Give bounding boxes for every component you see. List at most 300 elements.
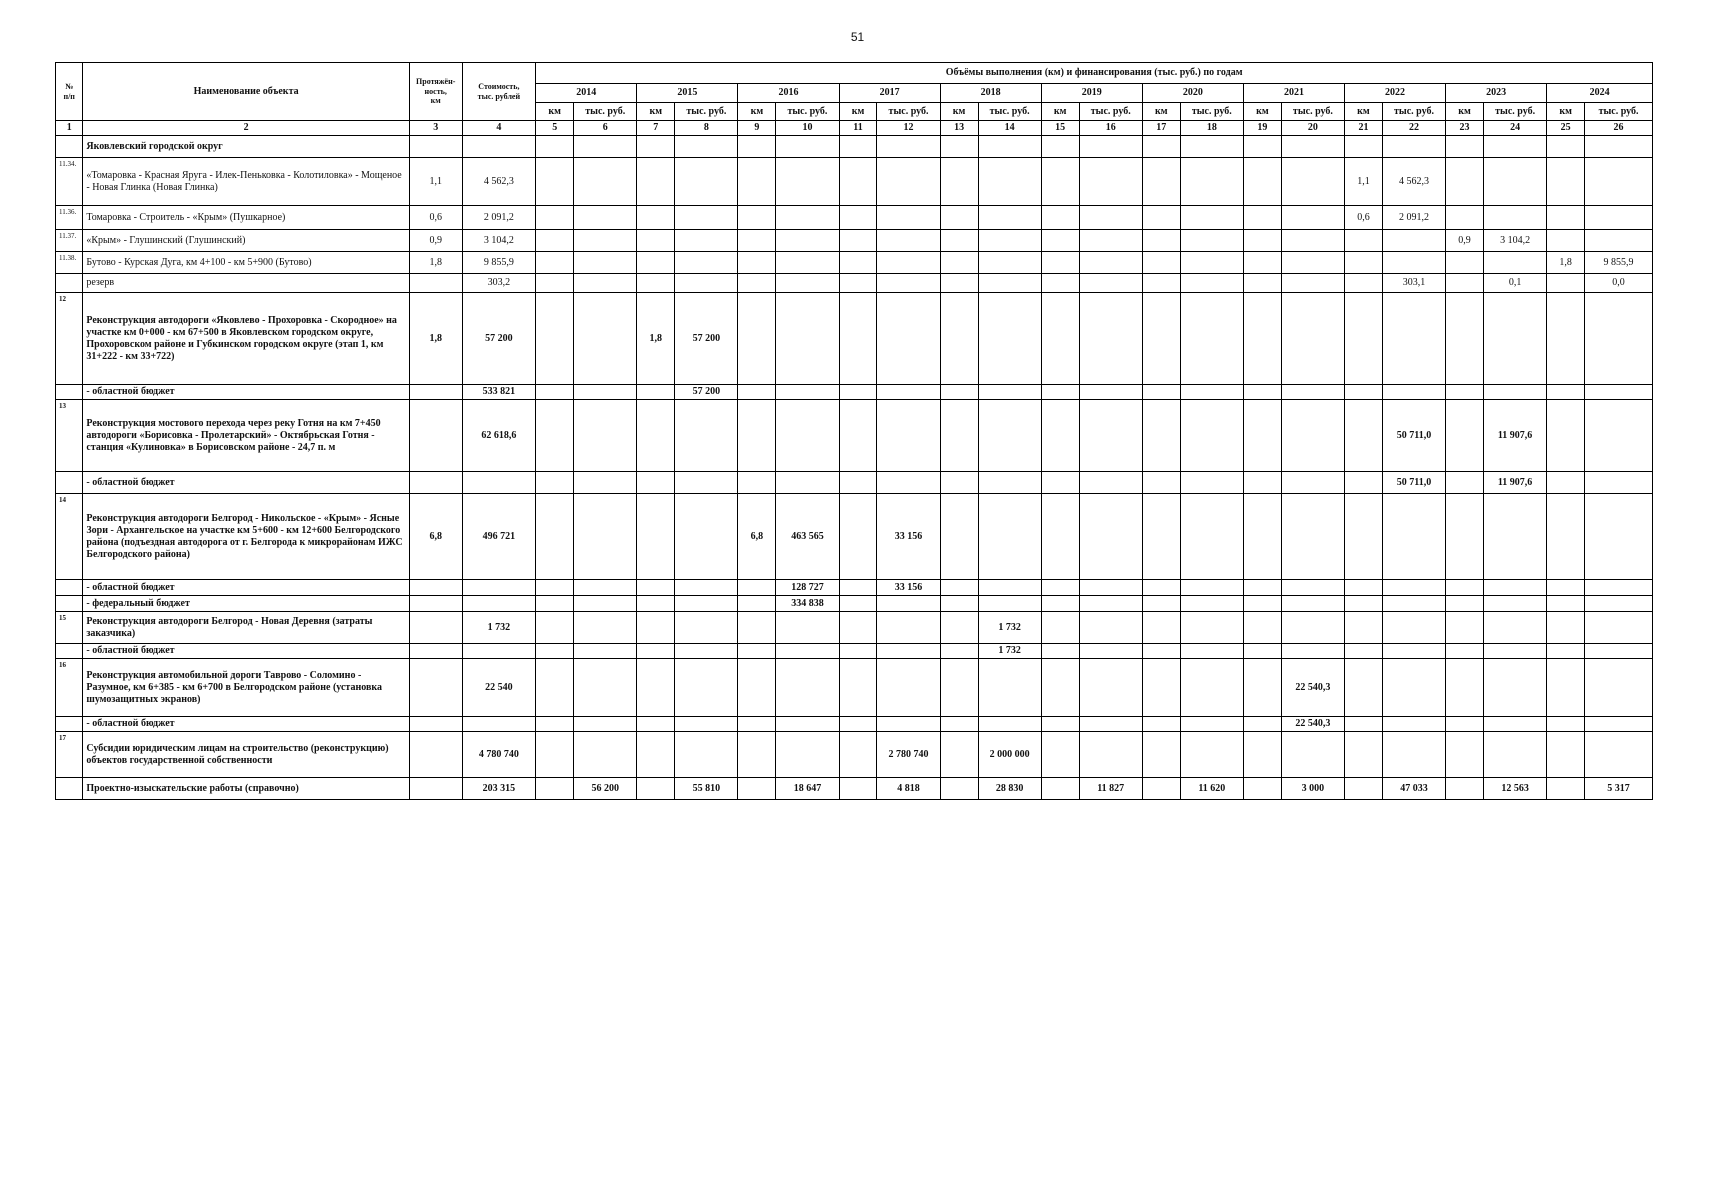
cell-2017-rub [877, 136, 940, 158]
cell-2022-rub [1382, 230, 1445, 252]
cell-2019-km [1041, 494, 1079, 580]
header-rub-2024: тыс. руб. [1585, 103, 1653, 121]
cell-2015-km [637, 230, 675, 252]
cell-2022-km [1345, 400, 1383, 472]
cell-2017-km [839, 778, 877, 800]
cell-2021-km [1243, 158, 1281, 206]
cell-2019-rub [1079, 472, 1142, 494]
cell-2023-km [1446, 717, 1484, 732]
cell-2016-km [738, 472, 776, 494]
row-number [56, 596, 83, 612]
row-number: 15 [56, 612, 83, 644]
cell-2018-km [940, 717, 978, 732]
cell-2015-km [637, 206, 675, 230]
cell-2020-rub [1180, 293, 1243, 385]
cell-2024-rub [1585, 644, 1653, 659]
cell-2020-km [1142, 644, 1180, 659]
cell-2018-km [940, 230, 978, 252]
cell-2015-km [637, 252, 675, 274]
cell-2023-km [1446, 158, 1484, 206]
cell-2019-rub [1079, 644, 1142, 659]
cell-2014-km [536, 136, 574, 158]
header-rub-2014: тыс. руб. [574, 103, 637, 121]
table-row [56, 659, 1653, 717]
cell-2015-km [637, 400, 675, 472]
cell-2022-rub [1382, 580, 1445, 596]
cell-2018-km [940, 472, 978, 494]
cell-2020-rub [1180, 400, 1243, 472]
cost-thousand-rub [462, 717, 536, 732]
header-year-2016: 2016 [738, 84, 839, 103]
cell-2014-rub [574, 732, 637, 778]
cell-2017-rub: 2 780 740 [877, 732, 940, 778]
cell-2017-rub [877, 274, 940, 293]
cell-2021-km [1243, 612, 1281, 644]
cell-2015-km [637, 778, 675, 800]
length-km [409, 472, 462, 494]
cell-2023-km [1446, 274, 1484, 293]
cell-2022-km [1345, 580, 1383, 596]
cell-2016-km [738, 612, 776, 644]
table-row [56, 596, 1653, 612]
cell-2014-km [536, 596, 574, 612]
cell-2024-km [1547, 580, 1585, 596]
cell-2015-rub: 55 810 [675, 778, 738, 800]
column-number: 17 [1142, 121, 1180, 136]
cell-2020-rub: 11 620 [1180, 778, 1243, 800]
cell-2017-rub [877, 293, 940, 385]
cell-2021-rub [1281, 206, 1344, 230]
cell-2014-rub [574, 230, 637, 252]
header-rub-2020: тыс. руб. [1180, 103, 1243, 121]
cell-2023-km [1446, 494, 1484, 580]
cell-2021-rub [1281, 158, 1344, 206]
cell-2020-km [1142, 252, 1180, 274]
cell-2020-km [1142, 612, 1180, 644]
cell-2018-rub: 2 000 000 [978, 732, 1041, 778]
cell-2023-km [1446, 136, 1484, 158]
length-km [409, 400, 462, 472]
header-length: Протяжён- ность, км [409, 63, 462, 121]
cost-thousand-rub: 4 562,3 [462, 158, 536, 206]
cell-2021-rub [1281, 472, 1344, 494]
cell-2021-km [1243, 580, 1281, 596]
cell-2023-rub [1484, 136, 1547, 158]
cell-2018-rub [978, 158, 1041, 206]
row-number [56, 778, 83, 800]
cell-2022-km [1345, 274, 1383, 293]
cell-2023-rub: 11 907,6 [1484, 472, 1547, 494]
cell-2014-rub [574, 293, 637, 385]
cell-2015-rub [675, 206, 738, 230]
cell-2019-rub [1079, 274, 1142, 293]
cell-2015-rub: 57 200 [675, 293, 738, 385]
cell-2023-rub [1484, 206, 1547, 230]
cell-2019-km [1041, 580, 1079, 596]
cell-2020-km [1142, 274, 1180, 293]
cell-2018-rub [978, 400, 1041, 472]
cell-2019-km [1041, 230, 1079, 252]
row-number: 16 [56, 659, 83, 717]
cell-2021-rub [1281, 293, 1344, 385]
cell-2018-km [940, 252, 978, 274]
cell-2024-rub: 5 317 [1585, 778, 1653, 800]
header-rub-2022: тыс. руб. [1382, 103, 1445, 121]
cell-2022-km: 0,6 [1345, 206, 1383, 230]
cell-2021-rub [1281, 136, 1344, 158]
cell-2023-rub [1484, 252, 1547, 274]
header-rub-2016: тыс. руб. [776, 103, 839, 121]
cell-2017-km [839, 596, 877, 612]
header-year-2022: 2022 [1345, 84, 1446, 103]
cell-2018-km [940, 206, 978, 230]
cell-2020-rub [1180, 158, 1243, 206]
cell-2024-km [1547, 612, 1585, 644]
cell-2016-km [738, 778, 776, 800]
cell-2017-km [839, 385, 877, 400]
table-row [56, 385, 1653, 400]
column-number: 3 [409, 121, 462, 136]
cell-2016-rub [776, 206, 839, 230]
cell-2017-km [839, 644, 877, 659]
cell-2018-rub: 1 732 [978, 612, 1041, 644]
cell-2024-km [1547, 659, 1585, 717]
cell-2017-km [839, 472, 877, 494]
table-row [56, 274, 1653, 293]
cell-2016-rub [776, 472, 839, 494]
cell-2017-km [839, 659, 877, 717]
cell-2024-km [1547, 293, 1585, 385]
header-year-2014: 2014 [536, 84, 637, 103]
table-row [56, 612, 1653, 644]
cell-2024-rub [1585, 385, 1653, 400]
cell-2022-km [1345, 136, 1383, 158]
cell-2014-rub [574, 400, 637, 472]
cell-2014-rub: 56 200 [574, 778, 637, 800]
cell-2021-km [1243, 274, 1281, 293]
header-km-2017: км [839, 103, 877, 121]
cell-2018-km [940, 580, 978, 596]
program-table [55, 62, 1653, 800]
cell-2020-km [1142, 400, 1180, 472]
cell-2024-km [1547, 472, 1585, 494]
cell-2020-rub [1180, 732, 1243, 778]
cell-2023-km [1446, 385, 1484, 400]
cell-2023-rub [1484, 494, 1547, 580]
cell-2020-rub [1180, 206, 1243, 230]
cell-2023-rub [1484, 732, 1547, 778]
cell-2019-rub [1079, 252, 1142, 274]
cell-2018-rub [978, 206, 1041, 230]
cell-2022-km [1345, 732, 1383, 778]
cell-2023-rub [1484, 612, 1547, 644]
cell-2023-rub [1484, 596, 1547, 612]
cell-2020-rub [1180, 644, 1243, 659]
cell-2017-rub: 33 156 [877, 494, 940, 580]
table-row [56, 472, 1653, 494]
cell-2016-rub [776, 659, 839, 717]
cell-2017-km [839, 252, 877, 274]
cell-2017-km [839, 732, 877, 778]
cell-2022-km: 1,1 [1345, 158, 1383, 206]
cell-2023-rub [1484, 158, 1547, 206]
object-name: Яковлевский городской округ [83, 136, 410, 158]
cell-2014-rub [574, 274, 637, 293]
table-row [56, 732, 1653, 778]
cell-2019-rub [1079, 206, 1142, 230]
object-name: резерв [83, 274, 410, 293]
cell-2019-km [1041, 136, 1079, 158]
object-name: - областной бюджет [83, 717, 410, 732]
cell-2019-km [1041, 274, 1079, 293]
header-km-2020: км [1142, 103, 1180, 121]
cost-thousand-rub: 3 104,2 [462, 230, 536, 252]
cell-2016-rub [776, 274, 839, 293]
cell-2021-rub [1281, 274, 1344, 293]
table-row [56, 136, 1653, 158]
cell-2014-km [536, 644, 574, 659]
cell-2022-rub [1382, 136, 1445, 158]
header-num: № п/п [56, 63, 83, 121]
cell-2018-km [940, 158, 978, 206]
cell-2016-km [738, 230, 776, 252]
length-km [409, 580, 462, 596]
cell-2016-km [738, 596, 776, 612]
cell-2015-km [637, 136, 675, 158]
object-name: - областной бюджет [83, 385, 410, 400]
cell-2020-km [1142, 293, 1180, 385]
cost-thousand-rub [462, 472, 536, 494]
cell-2024-rub [1585, 580, 1653, 596]
row-number [56, 472, 83, 494]
column-number: 20 [1281, 121, 1344, 136]
cell-2019-km [1041, 158, 1079, 206]
cell-2016-rub [776, 612, 839, 644]
cell-2015-rub [675, 494, 738, 580]
length-km: 1,8 [409, 293, 462, 385]
cell-2024-rub [1585, 400, 1653, 472]
cell-2015-rub [675, 158, 738, 206]
cell-2015-rub [675, 596, 738, 612]
cell-2014-km [536, 206, 574, 230]
cell-2016-rub [776, 136, 839, 158]
object-name: Реконструкция мостового перехода через реку Готня на км 7+450 автодороги «Борисовка - Пролетарский» - Октябрьская Готня - станция «Кулиновка» в Борисовском районе - 24,7 п. м [83, 400, 410, 472]
cell-2017-rub [877, 717, 940, 732]
cost-thousand-rub [462, 136, 536, 158]
cell-2019-rub [1079, 596, 1142, 612]
cell-2016-rub [776, 158, 839, 206]
cell-2014-km [536, 659, 574, 717]
cell-2019-km [1041, 472, 1079, 494]
cell-2023-rub [1484, 717, 1547, 732]
object-name: - областной бюджет [83, 644, 410, 659]
object-name: - областной бюджет [83, 472, 410, 494]
cell-2022-km [1345, 385, 1383, 400]
cell-2015-km [637, 494, 675, 580]
cell-2019-km [1041, 400, 1079, 472]
cell-2019-km [1041, 717, 1079, 732]
cell-2022-rub [1382, 385, 1445, 400]
column-number: 16 [1079, 121, 1142, 136]
header-year-2015: 2015 [637, 84, 738, 103]
cell-2021-rub: 22 540,3 [1281, 717, 1344, 732]
cell-2019-km [1041, 385, 1079, 400]
object-name: Реконструкция автодороги Белгород - Новая Деревня (затраты заказчика) [83, 612, 410, 644]
header-km-2019: км [1041, 103, 1079, 121]
cell-2016-km [738, 659, 776, 717]
column-number: 9 [738, 121, 776, 136]
header-year-2023: 2023 [1446, 84, 1547, 103]
length-km [409, 659, 462, 717]
cell-2017-km [839, 400, 877, 472]
cell-2015-km [637, 732, 675, 778]
cost-thousand-rub: 496 721 [462, 494, 536, 580]
cell-2020-km [1142, 732, 1180, 778]
cell-2015-km [637, 659, 675, 717]
cell-2016-km [738, 136, 776, 158]
cost-thousand-rub [462, 644, 536, 659]
cell-2018-rub [978, 274, 1041, 293]
row-number: 12 [56, 293, 83, 385]
cell-2016-km [738, 206, 776, 230]
cell-2022-rub [1382, 596, 1445, 612]
table-row [56, 206, 1653, 230]
cell-2016-rub [776, 252, 839, 274]
header-km-2016: км [738, 103, 776, 121]
cell-2016-rub: 18 647 [776, 778, 839, 800]
cell-2016-km [738, 580, 776, 596]
cost-thousand-rub: 9 855,9 [462, 252, 536, 274]
cell-2019-km [1041, 206, 1079, 230]
column-number: 2 [83, 121, 410, 136]
cell-2024-rub [1585, 494, 1653, 580]
cell-2019-rub [1079, 732, 1142, 778]
header-km-2021: км [1243, 103, 1281, 121]
cell-2017-rub: 4 818 [877, 778, 940, 800]
cell-2020-rub [1180, 274, 1243, 293]
header-rub-2018: тыс. руб. [978, 103, 1041, 121]
object-name: «Крым» - Глушинский (Глушинский) [83, 230, 410, 252]
object-name: Томаровка - Строитель - «Крым» (Пушкарное) [83, 206, 410, 230]
cell-2014-rub [574, 494, 637, 580]
header-km-2022: км [1345, 103, 1383, 121]
length-km [409, 717, 462, 732]
cell-2024-km [1547, 644, 1585, 659]
cell-2018-km [940, 400, 978, 472]
cell-2019-rub [1079, 293, 1142, 385]
cell-2018-km [940, 385, 978, 400]
cell-2018-rub [978, 472, 1041, 494]
cell-2016-km [738, 274, 776, 293]
table-row [56, 717, 1653, 732]
cell-2022-rub [1382, 717, 1445, 732]
table-body [56, 136, 1653, 800]
cell-2019-rub: 11 827 [1079, 778, 1142, 800]
cell-2017-km [839, 158, 877, 206]
cell-2023-rub: 11 907,6 [1484, 400, 1547, 472]
object-name: Реконструкция автомобильной дороги Таврово - Соломино - Разумное, км 6+385 - км 6+700 в Белгородском районе (установка шумозащитных экранов) [83, 659, 410, 717]
cell-2015-rub [675, 717, 738, 732]
cost-thousand-rub: 533 821 [462, 385, 536, 400]
column-number: 14 [978, 121, 1041, 136]
table-row [56, 293, 1653, 385]
row-number: 14 [56, 494, 83, 580]
cell-2019-rub [1079, 659, 1142, 717]
cell-2020-rub [1180, 717, 1243, 732]
cell-2021-rub [1281, 596, 1344, 612]
cell-2018-km [940, 644, 978, 659]
header-rub-2017: тыс. руб. [877, 103, 940, 121]
cell-2016-rub [776, 732, 839, 778]
cell-2014-km [536, 230, 574, 252]
row-number [56, 580, 83, 596]
column-number: 11 [839, 121, 877, 136]
cell-2015-rub [675, 136, 738, 158]
object-name: Проектно-изыскательские работы (справочно) [83, 778, 410, 800]
cell-2021-km [1243, 732, 1281, 778]
cell-2023-km [1446, 778, 1484, 800]
cell-2016-km [738, 644, 776, 659]
cell-2016-rub [776, 385, 839, 400]
cell-2019-km [1041, 659, 1079, 717]
cell-2015-km: 1,8 [637, 293, 675, 385]
cell-2021-km [1243, 778, 1281, 800]
cell-2024-km [1547, 158, 1585, 206]
row-number [56, 644, 83, 659]
cell-2021-rub [1281, 732, 1344, 778]
cell-2018-km [940, 596, 978, 612]
cell-2015-rub: 57 200 [675, 385, 738, 400]
cell-2022-km [1345, 778, 1383, 800]
cell-2014-km [536, 158, 574, 206]
cell-2018-km [940, 659, 978, 717]
cell-2014-rub [574, 206, 637, 230]
cell-2020-km [1142, 494, 1180, 580]
column-number: 7 [637, 121, 675, 136]
cost-thousand-rub: 57 200 [462, 293, 536, 385]
cell-2014-rub [574, 472, 637, 494]
length-km: 0,9 [409, 230, 462, 252]
cell-2018-rub [978, 580, 1041, 596]
cell-2024-km [1547, 274, 1585, 293]
cell-2015-km [637, 612, 675, 644]
row-number [56, 136, 83, 158]
column-number: 26 [1585, 121, 1653, 136]
cell-2015-km [637, 385, 675, 400]
cell-2016-rub [776, 293, 839, 385]
cell-2021-km [1243, 472, 1281, 494]
cell-2020-km [1142, 596, 1180, 612]
cell-2014-rub [574, 612, 637, 644]
cell-2014-km [536, 252, 574, 274]
cell-2021-rub: 22 540,3 [1281, 659, 1344, 717]
cell-2014-km [536, 274, 574, 293]
cell-2022-rub: 303,1 [1382, 274, 1445, 293]
cell-2017-rub [877, 644, 940, 659]
cell-2023-rub [1484, 659, 1547, 717]
cell-2014-km [536, 494, 574, 580]
cell-2024-rub [1585, 206, 1653, 230]
cell-2016-km [738, 158, 776, 206]
cost-thousand-rub: 4 780 740 [462, 732, 536, 778]
cell-2018-rub [978, 136, 1041, 158]
cell-2021-km [1243, 596, 1281, 612]
cell-2017-km [839, 293, 877, 385]
cell-2023-km [1446, 596, 1484, 612]
header-year-2020: 2020 [1142, 84, 1243, 103]
header-rub-2023: тыс. руб. [1484, 103, 1547, 121]
cell-2022-km [1345, 659, 1383, 717]
